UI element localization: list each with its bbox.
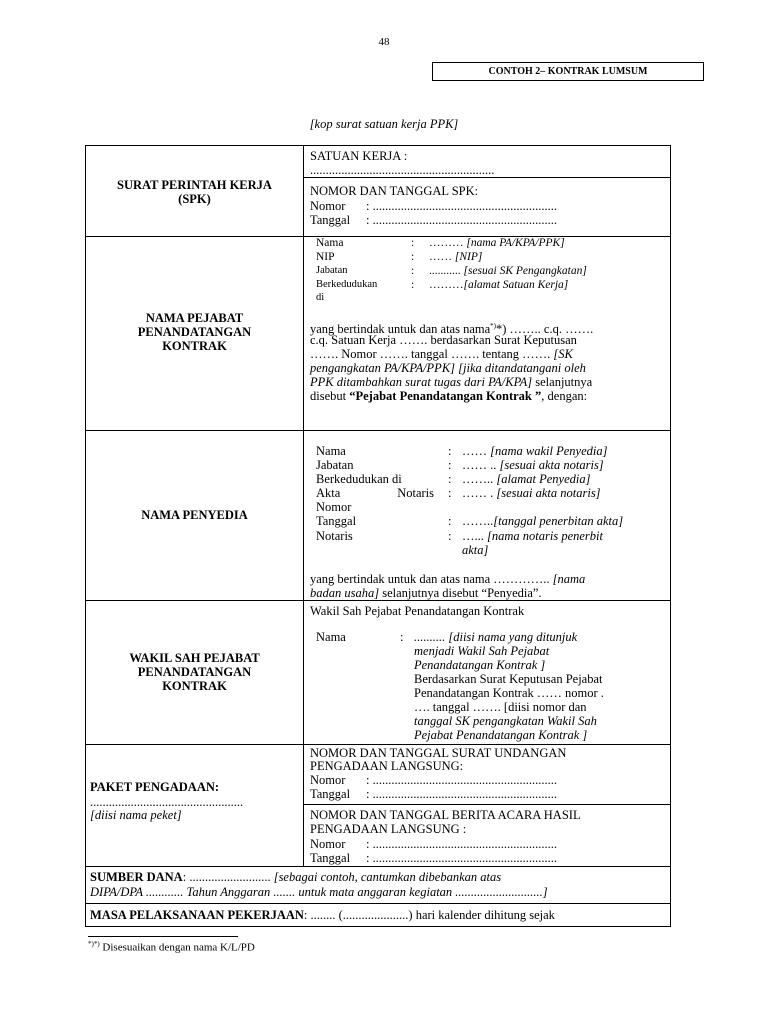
spk-title (85, 178, 304, 206)
pejabat-para-sk: [SK (553, 347, 573, 361)
paket-dots: ................................................. (90, 795, 244, 809)
penyedia-akta-dots: …… . (462, 486, 497, 500)
letterhead-placeholder: [kop surat satuan kerja PPK] (309, 117, 459, 131)
spk-title-line-2: (SPK) (178, 192, 211, 206)
penyedia-para-text: yang bertindak untuk dan atas nama ………….. (310, 572, 553, 586)
pejabat-kedudukan-hint: [alamat Satuan Kerja] (463, 279, 569, 291)
spk-tanggal-value: : ........................................................... (366, 213, 557, 227)
penyedia-kedudukan-value (462, 472, 590, 486)
undangan-nomor-value: : ........................................................... (366, 773, 557, 787)
sumber-dana-line-1 (90, 870, 501, 884)
wakil-line-4: Berdasarkan Surat Keputusan Pejabat (414, 672, 603, 686)
penyedia-nama-colon: : (448, 444, 452, 458)
penyedia-tanggal-value (462, 514, 623, 528)
pejabat-field-kedudukan-value (429, 278, 568, 292)
penyedia-para-nama: [nama (552, 572, 586, 586)
wakil-title-line-3: KONTRAK (162, 679, 227, 693)
pejabat-para-line-6 (310, 389, 587, 403)
penyedia-jabatan-colon: : (448, 458, 452, 472)
penyedia-notaris-colon: : (448, 529, 452, 543)
berita-nomor-value: : ........................................................... (366, 837, 557, 851)
sumber-dana-hint: [sebagai contoh, cantumkan dibebankan atas (273, 870, 502, 884)
footnote-divider (88, 936, 238, 937)
penyedia-nama-hint: [nama wakil Penyedia] (490, 444, 608, 458)
penyedia-akta-colon: : (448, 486, 452, 500)
berita-heading-2: PENGADAAN LANGSUNG : (310, 822, 467, 836)
pejabat-field-nama-colon: : (411, 237, 415, 249)
pejabat-title-line-2: PENANDATANGAN (137, 325, 252, 339)
wakil-line-2: menjadi Wakil Sah Pejabat (414, 644, 550, 658)
penyedia-kedudukan-dots: …….. (462, 472, 497, 486)
pejabat-para-disebut: disebut (310, 389, 350, 403)
pejabat-field-jabatan-key: Jabatan (316, 265, 348, 276)
penyedia-tanggal-key: Tanggal (316, 514, 357, 528)
spk-nomor-tanggal-label: NOMOR DAN TANGGAL SPK: (310, 184, 479, 198)
pejabat-para-line-4: pengangkatan PA/KPA/PPK] [jika ditandatangani oleh (310, 361, 586, 375)
pejabat-field-kedudukan-colon: : (411, 279, 415, 291)
wakil-heading: Wakil Sah Pejabat Penandatangan Kontrak (310, 604, 525, 618)
penyedia-para-badan: badan usaha] (310, 586, 380, 600)
penyedia-notaris-hint: [nama notaris penerbit (487, 529, 603, 543)
pejabat-para-nomor: ……. Nomor ……. tanggal ……. tentang ……. (310, 347, 554, 361)
penyedia-notaris-akta: akta] (462, 543, 489, 557)
berita-nomor-label: Nomor (310, 837, 346, 851)
pejabat-nip-dots: …… (429, 251, 455, 263)
penyedia-para-line-1 (310, 572, 585, 586)
wakil-line-3: Penandatangan Kontrak ] (414, 658, 546, 672)
example-label-box: CONTOH 2– KONTRAK LUMSUM (432, 62, 704, 81)
spk-title-line-1: SURAT PERINTAH KERJA (117, 178, 272, 192)
pejabat-jabatan-hint: [sesuai SK Pengangkatan] (463, 265, 587, 277)
pejabat-para-selanjutnya: selanjutnya (532, 375, 593, 389)
wakil-title (85, 651, 304, 693)
footnote-marker: *) (490, 322, 496, 330)
penyedia-jabatan-dots: …… .. (462, 458, 500, 472)
pejabat-para-surat-tugas: PPK ditambahkan surat tugas dari PA/KPA] (310, 375, 533, 389)
penyedia-akta-value (462, 486, 601, 500)
footnote-text: Disesuaikan dengan nama K/L/PD (99, 941, 255, 954)
pejabat-field-jabatan-value (429, 264, 587, 278)
penyedia-tanggal-dots: …….. (462, 514, 494, 528)
pejabat-nama-hint: [nama PA/KPA/PPK] (466, 237, 565, 249)
penyedia-jabatan-hint: [sesuai akta notaris] (499, 458, 604, 472)
penyedia-para-disebut: selanjutnya disebut “Penyedia”. (379, 586, 542, 600)
berita-tanggal-value: : ........................................................... (366, 851, 557, 865)
pejabat-title (85, 311, 304, 353)
pejabat-para-line-3 (310, 347, 573, 361)
page-number: 48 (378, 36, 390, 48)
pejabat-para-dengan: , dengan: (541, 389, 588, 403)
pejabat-field-kedudukan-key: Berkedudukan (316, 279, 378, 290)
paket-hint: [diisi nama peket] (90, 808, 182, 822)
penyedia-nama-dots: …… (462, 444, 491, 458)
wakil-line-8: Pejabat Penandatangan Kontrak ] (414, 728, 588, 742)
penyedia-kedudukan-hint: [alamat Penyedia] (496, 472, 591, 486)
penyedia-tanggal-hint: [tanggal penerbitan akta] (493, 514, 624, 528)
sumber-dana-label: SUMBER DANA (90, 870, 183, 884)
wakil-title-line-2: PENANDATANGAN (137, 665, 252, 679)
undangan-tanggal-value: : ........................................................... (366, 787, 557, 801)
penyedia-notaris-key: Notaris (316, 529, 353, 543)
masa-pelaksanaan-text: : ........ (.....................) hari kalender dihitung sejak (303, 908, 555, 922)
undangan-tanggal-label: Tanggal (310, 787, 351, 801)
wakil-line-1: .......... [diisi nama yang ditunjuk (414, 630, 578, 644)
wakil-title-line-1: WAKIL SAH PEJABAT (129, 651, 260, 665)
pejabat-field-nip-key: NIP (316, 251, 335, 263)
pejabat-para-cq: *) …….. c.q. ……. (496, 322, 594, 337)
spk-nomor-label: Nomor (310, 199, 346, 213)
wakil-line-7: tanggal SK pengangkatan Wakil Sah (414, 714, 597, 728)
penyedia-title: NAMA PENYEDIA (141, 508, 248, 522)
pejabat-nip-hint: [NIP] (454, 251, 483, 263)
satuan-kerja-dots: ........................................................... (310, 163, 495, 177)
pejabat-title-line-3: KONTRAK (162, 339, 227, 353)
penyedia-kedudukan-colon: : (448, 472, 452, 486)
pejabat-kedudukan-dots: ……… (429, 279, 464, 291)
penyedia-jabatan-value (462, 458, 604, 472)
footnote (88, 940, 255, 954)
berita-heading-1: NOMOR DAN TANGGAL BERITA ACARA HASIL (310, 808, 581, 822)
paket-title: PAKET PENGADAAN: (90, 780, 220, 794)
penyedia-jabatan-key: Jabatan (316, 458, 354, 472)
pejabat-field-di: di (316, 292, 325, 303)
spk-nomor-value: : ........................................................... (366, 199, 557, 213)
penyedia-nama-key: Nama (316, 444, 346, 458)
pejabat-field-nip-value (429, 250, 482, 264)
wakil-line-6: …. tanggal ……. [diisi nomor dan (414, 700, 587, 714)
masa-pelaksanaan-label: MASA PELAKSANAAN PEKERJAAN (90, 908, 304, 922)
penyedia-para-line-2 (310, 586, 542, 600)
penyedia-notaris-dots: …... (462, 529, 487, 543)
footnote-sup: *)*) (88, 940, 100, 948)
pejabat-field-nama-value (429, 236, 565, 250)
penyedia-kedudukan-key: Berkedudukan di (316, 472, 402, 486)
spk-tanggal-label: Tanggal (310, 213, 351, 227)
penyedia-akta-hint: [sesuai akta notaris] (496, 486, 601, 500)
pejabat-title-line-1: NAMA PEJABAT (145, 311, 244, 325)
wakil-nama-key: Nama (316, 630, 346, 644)
undangan-heading-2: PENGADAAN LANGSUNG: (310, 759, 464, 773)
penyedia-tanggal-colon: : (448, 514, 452, 528)
satuan-kerja-label: SATUAN KERJA : (310, 149, 408, 163)
penyedia-akta-nomor-key: Nomor (316, 500, 352, 514)
sumber-dana-dots: : .......................... (182, 870, 274, 884)
pejabat-field-nama-key: Nama (316, 237, 344, 249)
sumber-dana-line-2: DIPA/DPA ............ Tahun Anggaran ....... untuk mata anggaran kegiatan ............................] (90, 885, 548, 899)
wakil-nama-colon: : (400, 630, 404, 644)
pejabat-para-line-2: c.q. Satuan Kerja ……. berdasarkan Surat Keputusan (310, 333, 577, 347)
pejabat-field-nip-colon: : (411, 251, 415, 263)
undangan-nomor-label: Nomor (310, 773, 346, 787)
wakil-line-5: Penandatangan Kontrak …… nomor . (414, 686, 604, 700)
pejabat-jabatan-dots: ........... (429, 265, 464, 277)
penyedia-akta-key: Akta Notaris (316, 486, 434, 500)
penyedia-notaris-value (462, 529, 603, 543)
undangan-heading-1: NOMOR DAN TANGGAL SURAT UNDANGAN (310, 746, 567, 760)
penyedia-nama-value (462, 444, 607, 458)
pejabat-para-term: “Pejabat Penandatangan Kontrak ” (349, 389, 542, 403)
pejabat-para-line-5 (310, 375, 592, 389)
masa-pelaksanaan-line (90, 908, 555, 922)
berita-tanggal-label: Tanggal (310, 851, 351, 865)
pejabat-field-jabatan-colon: : (411, 265, 415, 277)
pejabat-para-text: yang bertindak untuk dan atas nama (310, 322, 491, 337)
pejabat-nama-dots: ……… (429, 237, 467, 249)
